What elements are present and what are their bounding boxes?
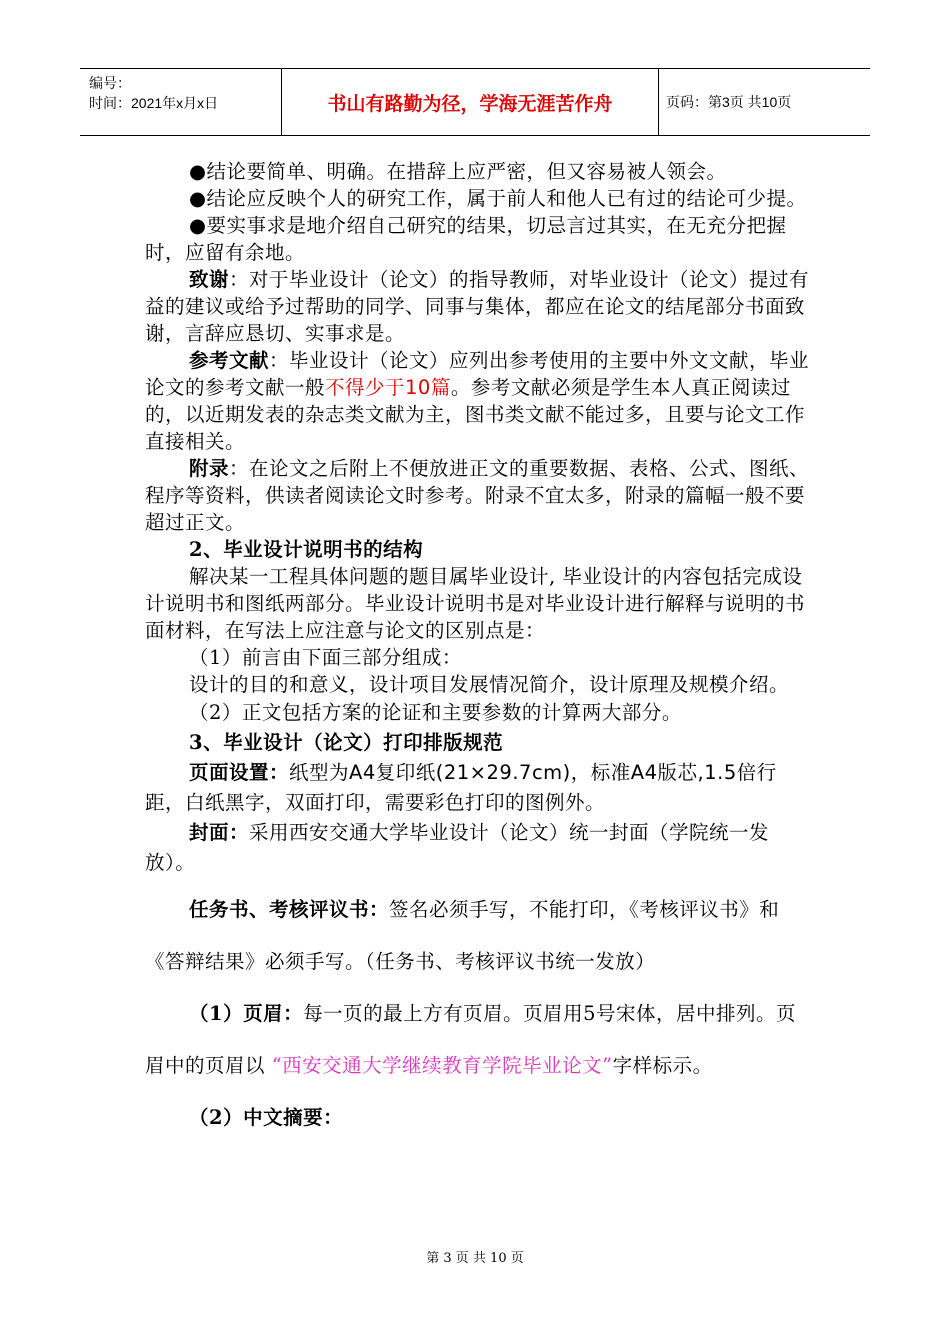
- cover-paragraph: [145, 818, 810, 878]
- section-heading: （2）中文摘要：: [189, 1106, 344, 1129]
- term-heading: 附录: [189, 457, 230, 480]
- header-motto: 书山有路勤为径，学海无涯苦作舟: [281, 69, 659, 135]
- paragraph-text: 统一发放）: [555, 950, 656, 973]
- paragraph: ●结论应反映个人的研究工作，属于前人和他人已有过的结论可少提。: [189, 187, 807, 210]
- section-heading: 2、毕业设计说明书的结构: [189, 538, 424, 561]
- term-heading: 页面设置：: [189, 761, 290, 784]
- paragraph-text: 签名必须手写，不能打印，《考核评议书》和《答辩结果》必须手写。（: [145, 898, 780, 973]
- paragraph-text: 字样标示。: [612, 1054, 713, 1077]
- header-page-info: 页码：第3页 共10页: [666, 94, 792, 110]
- paragraph-text: ：毕业设计（论文）应列出参考使用的主要中外文文献，毕业论文的参考文献一般: [145, 349, 810, 399]
- header-meta: [80, 69, 281, 135]
- paragraph-text: 任务书、考核评议书: [375, 950, 556, 973]
- references-paragraph: [145, 347, 810, 455]
- term-heading: 任务书、考核评议书：: [189, 898, 390, 921]
- appendix-paragraph: [145, 455, 810, 536]
- paragraph-text: 每一页的最上方有页眉。页眉用5号宋体，居中排列。页眉中的页眉以: [145, 1002, 796, 1077]
- paragraph-text: （学院统一发放）。: [145, 821, 770, 874]
- acknowledgement-paragraph: [145, 266, 810, 347]
- page-footer: 第 3 页 共 10 页: [426, 1251, 524, 1266]
- highlight-text: “西安交通大学继续教育学院毕业论文”: [271, 1054, 613, 1077]
- paragraph: （1）前言由下面三部分组成：: [189, 646, 462, 669]
- term-heading: 致谢: [189, 268, 230, 291]
- paragraph-text: ：对于毕业设计（论文）的指导教师，对毕业设计（论文）提过有益的建议或给予过帮助的同学、同事与集体，都应在论文的结尾部分书面致谢，言辞应恳切、实事求是。: [145, 268, 810, 345]
- section-heading: 3、毕业设计（论文）打印排版规范: [189, 731, 504, 754]
- paragraph: （2）正文包括方案的论证和主要参数的计算两大部分。: [189, 701, 682, 724]
- task-book-paragraph: [145, 884, 810, 988]
- paragraph: ●要实事求是地介绍自己研究的结果，切忌言过其实，在无充分把握时，应留有余地。: [145, 214, 787, 264]
- term-heading: （1）页眉：: [189, 1002, 304, 1025]
- header-rule-paragraph: [145, 988, 810, 1092]
- paragraph: 解决某一工程具体问题的题目属毕业设计, 毕业设计的内容包括完成设计说明书和图纸两部分。毕业设计说明书是对毕业设计进行解释与说明的书面材料，在写法上应注意与论文的区别点是：: [145, 565, 806, 642]
- term-heading: 封面：: [189, 821, 250, 844]
- paragraph-text: ：在论文之后附上不便放进正文的重要数据、表格、公式、图纸、程序等资料，供读者阅读论文时参考。附录不宜太多，附录的篇幅一般不要超过正文。: [145, 457, 810, 534]
- paragraph: ●结论要简单、明确。在措辞上应严密，但又容易被人领会。: [189, 160, 727, 183]
- paragraph: 设计的目的和意义，设计项目发展情况简介，设计原理及规模介绍。: [189, 673, 790, 696]
- term-heading: 参考文献: [189, 349, 270, 372]
- time-label: 时间：2021年x月x日: [89, 95, 219, 111]
- number-label: 编号：: [89, 75, 131, 91]
- page-header: [80, 68, 870, 136]
- paragraph-text: 采用西安交通大学毕业设计（论文）统一封面: [249, 821, 650, 844]
- page-setup-paragraph: [145, 758, 810, 818]
- document-body: [145, 158, 810, 1144]
- paragraph-text: 纸型为A4复印纸(21×29.7cm)，标准A4版芯,1.5倍行距，白纸黑字，双面打印，需要彩色打印的图例外。: [145, 761, 777, 814]
- highlight-text: 不得少于10篇: [325, 376, 451, 399]
- paragraph-text: 。参考文献必须是学生本人真正阅读过的，以近期发表的杂志类文献为主，图书类文献不能过多，且要与论文工作直接相关。: [145, 376, 806, 453]
